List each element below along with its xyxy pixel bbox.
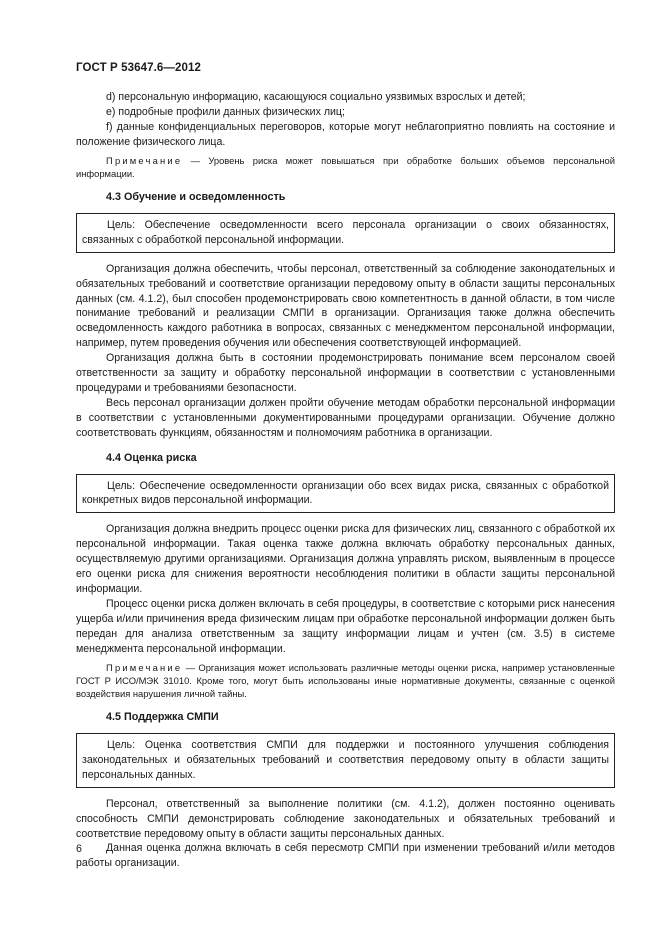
note-2 xyxy=(76,661,615,701)
note-label: Примечание xyxy=(106,661,183,673)
note-text: — Организация может использовать различные методы оценки риска, например установленные ГОСТ Р ИСО/МЭК 31010. Кроме того, могут быть использованы иные нормативные документы, связанные с оценкой воздействия нарушения личной тайны. xyxy=(76,661,615,699)
page-number: 6 xyxy=(76,843,82,855)
goal-text: Цель: Обеспечение осведомленности организации обо всех видах риска, связанных с обработкой конкретных видов персональной информации. xyxy=(82,479,609,507)
list-item-e: e) подробные профили данных физических лиц; xyxy=(106,105,345,118)
section-heading-4-4: 4.4 Оценка риска xyxy=(106,451,197,464)
goal-box-4-4 xyxy=(76,474,615,514)
list-item-d: d) персональную информацию, касающуюся социально уязвимых взрослых и детей; xyxy=(106,91,526,103)
paragraph: Процесс оценки риска должен включать в себя процедуры, в соответствие с которыми риск нанесения ущерба и/или причинения вреда физическим лицам при обработке персональной информации должен быть передан для анализа ответственным за защиту информации лицам и учтен (см. 3.5) в системе менеджмента персональной информации. xyxy=(76,597,615,655)
goal-text: Цель: Оценка соответствия СМПИ для поддержки и постоянного улучшения соблюдения законодательных и обязательных требований и соответствия передовому опыту в области защиты персональных данных. xyxy=(82,739,609,781)
goal-box-4-3 xyxy=(76,213,615,253)
paragraph: Организация должна быть в состоянии продемонстрировать понимание всем персоналом своей ответственности за защиту и обработку персональной информации в соответствии с установленными процедурами и требованиями безопасности. xyxy=(76,352,615,394)
note-label: Примечание xyxy=(106,154,183,166)
paragraph: Персонал, ответственный за выполнение политики (см. 4.1.2), должен постоянно оценивать способность СМПИ демонстрировать соблюдение законодательных и обязательных требований и соответствие передовому опыту в области защиты персональных данных. xyxy=(76,797,615,840)
paragraph: Весь персонал организации должен пройти обучение методам обработки персональной информации в соответствии с установленными документированными процедурами организации. Обучение должно соответствовать функциям, обязанностям и полномочиям работника в организации. xyxy=(76,396,615,439)
document-body xyxy=(76,90,615,871)
document-header: ГОСТ Р 53647.6—2012 xyxy=(76,62,201,74)
section-heading-4-3: 4.3 Обучение и осведомленность xyxy=(106,191,286,204)
note-text: — Уровень риска может повышаться при обработке больших объемов персональной информации. xyxy=(76,154,615,179)
section-heading-4-5: 4.5 Поддержка СМПИ xyxy=(106,711,219,724)
goal-text: Цель: Обеспечение осведомленности всего персонала организации о своих обязанностях, связанных с обработкой персональной информации. xyxy=(82,218,609,246)
paragraph: Организация должна внедрить процесс оценки риска для физических лиц, связанного с обработкой их персональной информации. Такая оценка также должна включать обработку персональных данных, осуществляемую другими организациями. Организация должна управлять риском, выявленным в процессе его оценки риска для снижения вероятности несоблюдения политики в области защиты персональной информации. xyxy=(76,523,615,595)
paragraph: Данная оценка должна включать в себя пересмотр СМПИ при изменении требований и/или методов работы организации. xyxy=(76,842,615,870)
paragraph: Организация должна обеспечить, чтобы персонал, ответственный за соблюдение законодательных и обязательных требований и соответствие организации передовому опыту в области защиты персональных данных (см. 4.1.2), был способен продемонстрировать свою компетентность в данной области, в том числе понимание требований и реализации СМПИ в организации. Организация также должна обеспечить осведомленность каждого работника в вопросах, связанных с менеджментом персональной информации, например, путем проведения обучения или обеспечения соответствующей информацией. xyxy=(76,262,615,350)
list-item-f: f) данные конфиденциальных переговоров, которые могут неблагоприятно повлиять на состояние и положение физического лица. xyxy=(76,120,615,148)
note-1 xyxy=(76,154,615,180)
goal-box-4-5 xyxy=(76,733,615,788)
